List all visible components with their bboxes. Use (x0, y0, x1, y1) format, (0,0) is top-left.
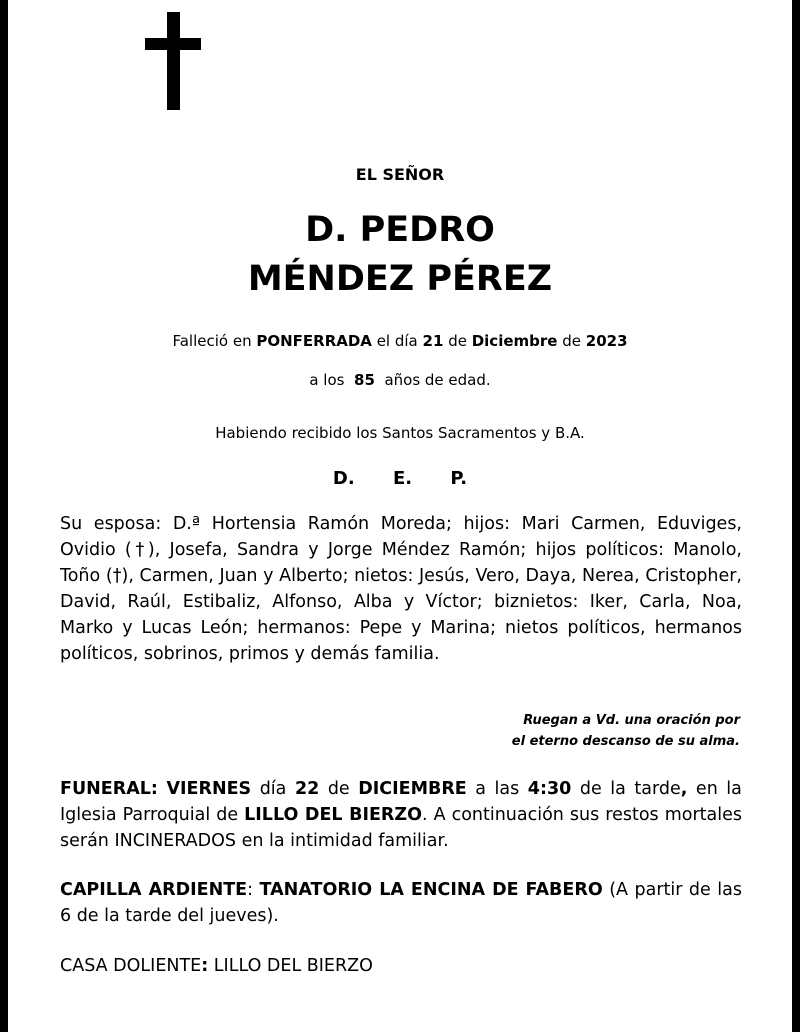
funeral-time: 4:30 (527, 779, 572, 799)
prayer-line-1: Ruegan a Vd. una oración por (523, 713, 740, 728)
dep-line (8, 468, 792, 489)
funeral-paragraph (60, 776, 742, 854)
capilla-colon: : (247, 880, 254, 900)
dep-p: P. (450, 468, 468, 489)
age-line (8, 371, 792, 389)
capilla-paragraph (60, 877, 742, 929)
death-year: 2023 (585, 332, 628, 350)
funeral-text-4: de la tarde (579, 779, 681, 799)
funeral-day: 22 (294, 779, 320, 799)
capilla-place: TANATORIO LA ENCINA DE FABERO (259, 880, 603, 900)
death-prefix: Falleció en (172, 332, 252, 350)
death-line (8, 332, 792, 350)
funeral-text-3: a las (475, 779, 520, 799)
capilla-label: CAPILLA ARDIENTE (60, 880, 248, 900)
death-de-2: de (562, 332, 581, 350)
casa-place: LILLO DEL BIERZO (213, 956, 373, 976)
funeral-text-6: . A continuación sus restos mortales serán INCINERADOS en la intimidad familiar. (60, 805, 742, 851)
dep-d: D. (332, 468, 355, 489)
funeral-month: DICIEMBRE (358, 779, 467, 799)
casa-paragraph (60, 953, 742, 979)
death-day: 21 (422, 332, 444, 350)
funeral-church-place: LILLO DEL BIERZO (244, 805, 422, 825)
title-el-senor: EL SEÑOR (355, 165, 445, 184)
capilla-note: (A partir de las 6 de la tarde del jueves). (60, 880, 742, 926)
family-paragraph: Su esposa: D.ª Hortensia Ramón Moreda; hijos: Mari Carmen, Eduviges, Ovidio (†), Josefa, Sandra y Jorge Méndez Ramón; hijos políticos: Manolo, Toño (†), Carmen, Juan y Alberto; nietos: Jesús, Vero, Daya, Nerea, Cristopher, David, Raúl, Estibaliz, Alfonso, Alba y Víctor; biznietos: Iker, Carla, Noa, Marko y Lucas León; hermanos: Pepe y Marina; nietos políticos, hermanos políticos, sobrinos, primos y demás familia. (60, 514, 742, 664)
funeral-weekday: VIERNES (166, 779, 252, 799)
deceased-name (8, 206, 792, 304)
casa-colon: : (201, 956, 209, 976)
funeral-comma: , (680, 779, 688, 799)
prayer-line-2: el eterno descanso de su alma. (511, 734, 740, 749)
death-place: PONFERRADA (256, 332, 372, 350)
name-line-2: MÉNDEZ PÉREZ (247, 259, 553, 299)
death-de-1: de (448, 332, 467, 350)
sacraments-line: Habiendo recibido los Santos Sacramentos y B.A. (215, 424, 585, 442)
age-value: 85 (354, 371, 375, 389)
cross-icon (145, 12, 201, 110)
obituary-page (8, 0, 792, 1032)
casa-label: CASA DOLIENTE (60, 956, 202, 976)
dep-e: E. (392, 468, 413, 489)
funeral-label: FUNERAL: (60, 779, 158, 799)
name-line-1: D. PEDRO (305, 210, 495, 250)
death-month: Diciembre (471, 332, 558, 350)
funeral-text-5: en la Iglesia Parroquial de (60, 779, 742, 825)
age-prefix: a los (309, 371, 345, 389)
funeral-text-1: día (259, 779, 287, 799)
age-suffix: años de edad. (384, 371, 491, 389)
funeral-text-2: de (327, 779, 350, 799)
prayer-request (388, 710, 740, 752)
death-el-dia: el día (376, 332, 418, 350)
